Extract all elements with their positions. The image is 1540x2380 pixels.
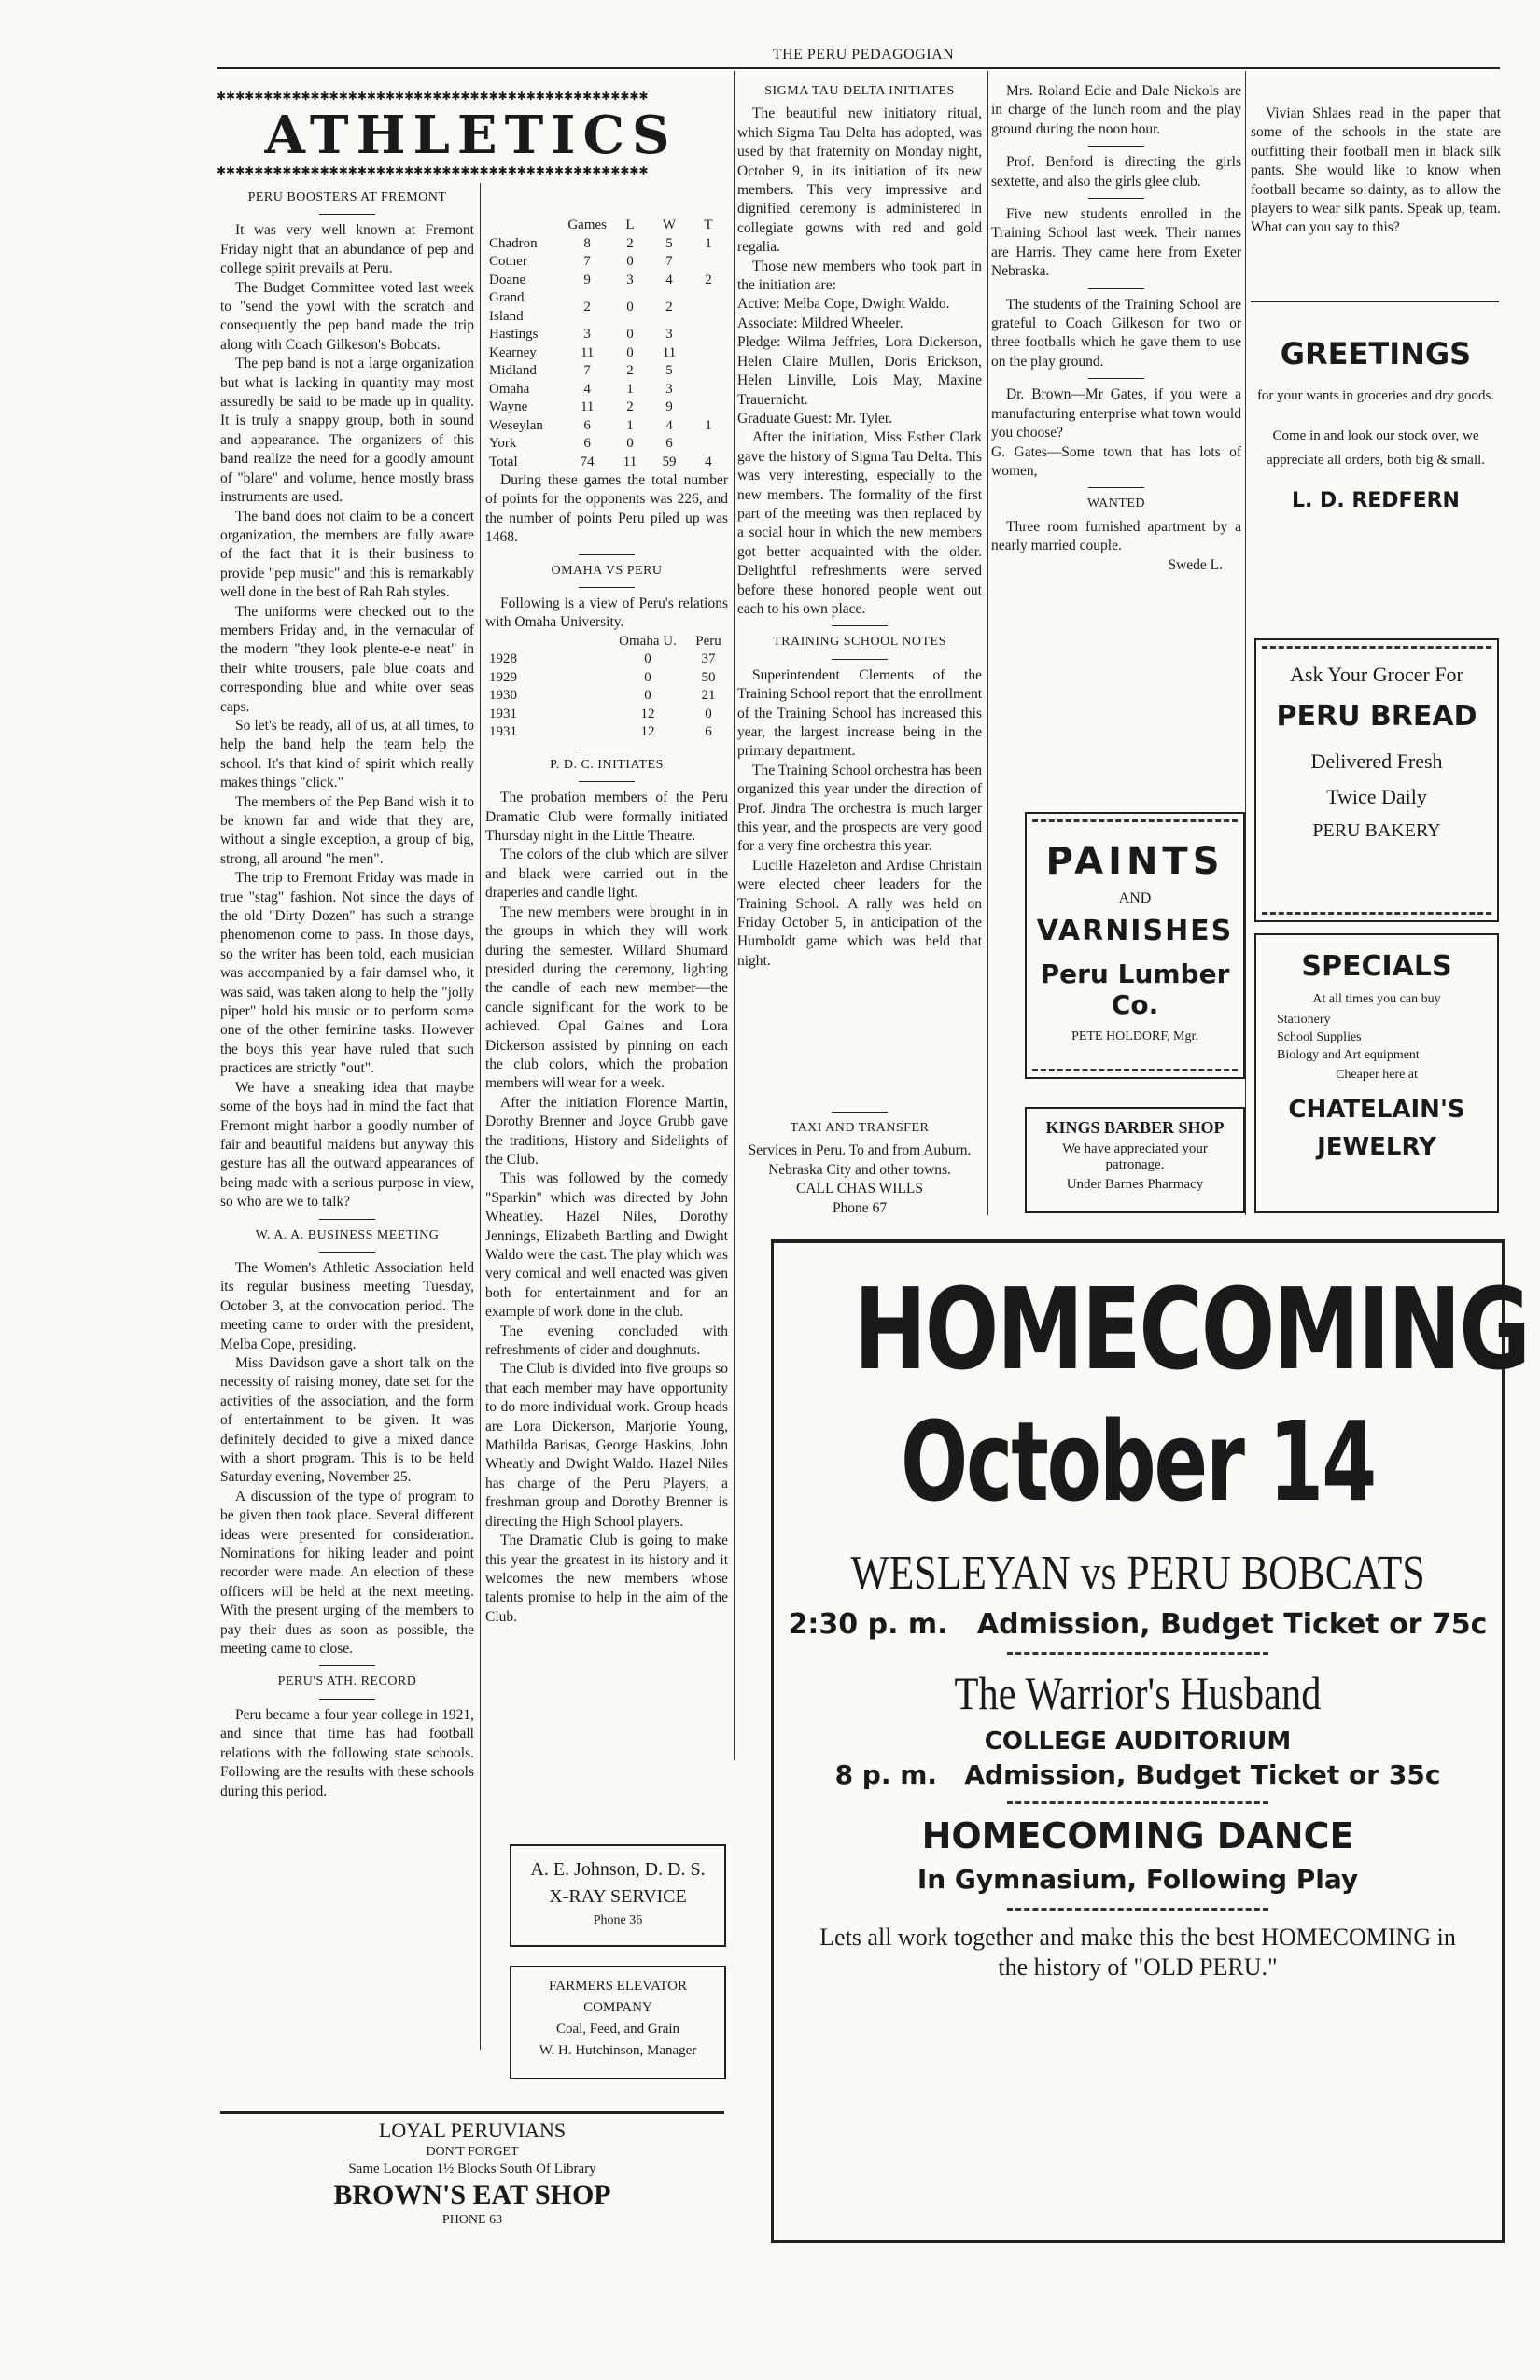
- paragraph: The evening concluded with refreshments of cider and doughnuts.: [485, 1323, 728, 1359]
- taxi-line: Services in Peru. To and from Auburn. Nebraska City and other towns.: [748, 1142, 972, 1178]
- pdc-heading: P. D. C. INITIATES: [550, 757, 664, 772]
- column-1: [220, 183, 474, 1801]
- paragraph: Vivian Shlaes read in the paper that some of the schools in the state are outfitting their football men in black silk pants. She would like to know when football became so dainty, as to allow the players to wear silk pants. Speak up, team. What can you say to this?: [1251, 105, 1501, 236]
- divider: [319, 214, 375, 215]
- boosters-heading: PERU BOOSTERS AT FREMONT: [247, 190, 447, 204]
- paragraph: Prof. Benford is directing the girls sextette, and also the girls glee club.: [991, 154, 1241, 189]
- brown-line: DON'T FORGET: [426, 2145, 519, 2159]
- redfern-body: for your wants in groceries and dry goods.: [1256, 388, 1495, 403]
- specials-title: SPECIALS: [1301, 950, 1452, 983]
- closing-line: the history of "OLD PERU.": [998, 1953, 1278, 1981]
- paints-manager: PETE HOLDORF, Mgr.: [1071, 1029, 1198, 1043]
- table-cell: [689, 362, 728, 381]
- paragraph: The students of the Training School are grateful to Coach Gilkeson for two or three footballs which he gave them to use on the play ground.: [991, 296, 1241, 370]
- brown-name: BROWN'S EAT SHOP: [333, 2179, 611, 2210]
- xray-line: X-RAY SERVICE: [549, 1886, 687, 1907]
- bakery-line: Twice Daily: [1326, 785, 1427, 808]
- table-cell: 8: [583, 235, 591, 251]
- redfern-title: GREETINGS: [1280, 336, 1472, 371]
- table-cell: 1931: [489, 706, 517, 721]
- paragraph: The probation members of the Peru Dramatic Club were formally initiated Thursday night in the Little Theatre.: [485, 790, 728, 845]
- specials-name: CHATELAIN'S: [1288, 1096, 1465, 1124]
- wanted-signature: Swede L.: [1168, 556, 1223, 573]
- table-cell: 2: [626, 399, 634, 414]
- vivian-note: [1251, 105, 1501, 238]
- table-cell: 3: [583, 327, 591, 342]
- table-cell: W: [662, 217, 677, 232]
- divider: [319, 1665, 375, 1666]
- divider: [1088, 378, 1144, 379]
- table-cell: 2: [665, 299, 673, 315]
- table-cell: 0: [626, 254, 634, 269]
- table-cell: 12: [640, 706, 655, 721]
- table-cell: 11: [580, 399, 595, 414]
- paragraph: Mrs. Roland Edie and Dale Nickols are in charge of the lunch room and the play ground during the noon hour.: [991, 83, 1241, 137]
- table-cell: 11: [580, 344, 595, 360]
- paragraph: G. Gates—Some town that has lots of women,: [991, 443, 1241, 479]
- omaha-heading: OMAHA VS PERU: [551, 563, 663, 578]
- specials-item: Biology and Art equipment: [1277, 1048, 1420, 1062]
- table-cell: Wayne: [489, 399, 528, 414]
- table-cell: 1: [705, 417, 712, 433]
- play-time: 8 p. m.: [834, 1759, 938, 1790]
- divider: [319, 1699, 375, 1700]
- ad-border-dash: [1262, 912, 1491, 915]
- play-admission: Admission, Budget Ticket or 35c: [964, 1759, 1441, 1790]
- ad-border-dash: [1262, 646, 1491, 649]
- brown-ad: [220, 2119, 724, 2228]
- specials-item: School Supplies: [1277, 1030, 1362, 1044]
- table-row: [485, 399, 728, 417]
- table-header: [485, 633, 728, 651]
- paragraph: Miss Davidson gave a short talk on the necessity of raising money, date set for the activities of the association, and the form of entertainment to be given. It was definitely decided to give a mixed dance with a short program. This is to be held Saturday evening, November 25.: [220, 1354, 474, 1486]
- table-cell: 0: [626, 299, 634, 315]
- table-cell: 1929: [489, 669, 517, 685]
- divider-dash: [1007, 1652, 1268, 1655]
- column-rule: [987, 71, 988, 1215]
- ad-border-dash: [1032, 1069, 1238, 1071]
- divider: [1088, 487, 1144, 488]
- game-details: [774, 1608, 1502, 1641]
- table-cell: York: [489, 436, 517, 451]
- table-cell: 1: [626, 417, 634, 433]
- paragraph: After the initiation, Miss Esther Clark gave the history of Sigma Tau Delta. This was very interesting, especially to the new members. The formality of the first part of the meeting was then replaced by a social hour in which the new members got better acquainted with the older. Delightful refreshments were served before these honored people went out each to his own place.: [737, 429, 982, 617]
- homecoming-game: WESLEYAN vs PERU BOBCATS: [850, 1547, 1425, 1600]
- table-cell: 0: [626, 327, 634, 342]
- paragraph: The colors of the club which are silver and black were carried out in the draperies and candle light.: [485, 847, 728, 902]
- paragraph: Dr. Brown—Mr Gates, if you were a manufacturing enterprise what town would you choose?: [991, 386, 1241, 441]
- elevator-line: Coal, Feed, and Grain: [555, 2022, 680, 2037]
- divider: [579, 587, 635, 588]
- table-cell: 12: [640, 724, 655, 740]
- barber-line: patronage.: [1105, 1157, 1165, 1172]
- dance-title: HOMECOMING DANCE: [921, 1815, 1354, 1856]
- paragraph: The trip to Fremont Friday was made in true "stag" fashion. Not since the days of the old "Dirty Dozen" has such a strange phenomenon come to pass. In those days, so the writer has been told, each musician was accompanied by a fair damsel who, it was said, was taken along to help the "jolly piper" hold his music or to perform some one of the other feminine tasks. However the boys this year have ruled that such practices are strictly "out".: [220, 870, 474, 1077]
- table-cell: 4: [665, 417, 673, 433]
- table-row: [485, 344, 728, 363]
- paragraph: The uniforms were checked out to the members Friday and, in the vernacular of the modern "they look plente-e-e neat" in their white trousers, pale blue coats and corresponding blue and white over seas caps.: [220, 603, 474, 715]
- training-heading: TRAINING SCHOOL NOTES: [773, 635, 946, 650]
- paragraph: The Dramatic Club is going to make this year the greatest in its history and it welcomes the new members whose talents promise to help in the aim of the Club.: [485, 1533, 728, 1625]
- bakery-name: PERU BAKERY: [1312, 820, 1441, 841]
- redfern-body: Come in and look our stock over, we appreciate all orders, both big & small.: [1266, 428, 1486, 468]
- play-title: The Warrior's Husband: [954, 1667, 1322, 1719]
- table-row: [485, 235, 728, 254]
- table-cell: 7: [583, 363, 591, 378]
- table-cell: 6: [583, 436, 591, 451]
- table-cell: 0: [644, 651, 651, 667]
- table-cell: 7: [583, 254, 591, 269]
- column-rule: [734, 71, 735, 1760]
- column-2: [485, 183, 728, 1627]
- table-cell: Total: [489, 454, 518, 469]
- specials-name: JEWELRY: [1317, 1133, 1436, 1161]
- table-cell: 11: [662, 344, 677, 360]
- paragraph: The band does not claim to be a concert organization, the members are fully aware of the fact that it is their business to provide "pep music" and this is remarkably well done in the best of Rah Rah styles.: [220, 508, 474, 601]
- paragraph: Three room furnished apartment by a nearly married couple.: [991, 518, 1241, 554]
- table-row: [485, 651, 728, 669]
- paints-and: AND: [1118, 890, 1152, 906]
- paragraph: Graduate Guest: Mr. Tyler.: [737, 410, 893, 427]
- divider: [220, 2111, 724, 2114]
- table-cell: Kearney: [489, 344, 537, 360]
- homecoming-ad: [771, 1239, 1529, 2243]
- table-cell: Midland: [489, 363, 537, 378]
- table-cell: 7: [665, 254, 673, 269]
- table-cell: 1931: [489, 724, 517, 740]
- paragraph: The Women's Athletic Association held its regular business meeting Tuesday, October 3, at the convocation period. The meeting came to order with the president, Melba Cope, presiding.: [220, 1259, 474, 1352]
- table-row: [485, 289, 728, 326]
- table-row: [485, 687, 728, 706]
- table-cell: [485, 217, 564, 235]
- bakery-bread: PERU BREAD: [1276, 700, 1477, 733]
- barber-line: Under Barnes Pharmacy: [1066, 1177, 1204, 1192]
- table-row: [485, 362, 728, 381]
- divider: [1088, 198, 1144, 199]
- table-header: [485, 217, 728, 235]
- table-cell: 3: [665, 381, 673, 397]
- divider: [1088, 288, 1144, 289]
- taxi-line: CALL CHAS WILLS: [795, 1181, 924, 1197]
- table-cell: 0: [705, 706, 712, 721]
- wanted-heading: WANTED: [1086, 497, 1146, 511]
- table-cell: [689, 381, 728, 399]
- table-row: [485, 326, 728, 344]
- table-cell: 21: [701, 688, 716, 704]
- table-cell: 4: [665, 272, 673, 287]
- table-cell: 1928: [489, 651, 517, 667]
- table-cell: 9: [583, 272, 591, 287]
- table-cell: Chadron: [489, 235, 538, 251]
- table-cell: 6: [583, 417, 591, 433]
- closing-line: Lets all work together and make this the best HOMECOMING in: [819, 1924, 1456, 1951]
- paragraph: Peru became a four year college in 1921, and since that time has had football relations with the following state schools. Following are the results with these schools during this period.: [220, 1706, 474, 1799]
- table-cell: 1: [626, 381, 634, 397]
- homecoming-date: October 14: [900, 1397, 1376, 1526]
- table-cell: 1930: [489, 688, 517, 704]
- paragraph: The pep band is not a large organization but what is lacking in quantity may most assuredly be said to be made up in quality. It is truly a snappy group, both in sound and appearance. The organizers of this band realize the need for a goodly amount of "blare" and volume, hence mostly brass instruments are used.: [220, 356, 474, 506]
- brown-line: Same Location 1½ Blocks South Of Library: [348, 2162, 596, 2177]
- bakery-ad: [1254, 638, 1499, 922]
- table-cell: [689, 289, 728, 326]
- paragraph: Pledge: Wilma Jeffries, Lora Dickerson, Helen Claire Mullen, Doris Erickson, Helen Linville, Lois May, Maxine Trauernicht.: [737, 334, 982, 408]
- table-cell: 6: [665, 436, 673, 451]
- athletics-title: ATHLETICS: [264, 105, 678, 166]
- paragraph: Active: Melba Cope, Dwight Waldo.: [737, 296, 950, 313]
- brown-line: PHONE 63: [441, 2213, 503, 2227]
- table-cell: 11: [623, 454, 637, 469]
- paragraph: The Club is divided into five groups so that each member may have opportunity to do more individual work. Group heads are Lora Dickerson, Marjorie Young, Mathilda Barisas, George Haskins, John Wheatly and Dwight Waldo. Hazel Niles has charge of the Peru Players, a freshman group and Dorothy Brenner is directing the High School players.: [485, 1361, 728, 1530]
- waa-heading: W. A. A. BUSINESS MEETING: [255, 1227, 440, 1242]
- table-cell: 4: [583, 381, 591, 397]
- divider: [319, 1252, 375, 1253]
- table-row: [485, 272, 728, 290]
- game-admission: Admission, Budget Ticket or 75c: [976, 1608, 1488, 1641]
- record-heading: PERU'S ATH. RECORD: [277, 1674, 417, 1689]
- table-cell: Hastings: [489, 327, 539, 342]
- table-cell: 0: [644, 688, 651, 704]
- divider: [832, 625, 888, 626]
- game-time: 2:30 p. m.: [788, 1608, 948, 1641]
- table-cell: 2: [626, 363, 634, 378]
- elevator-line: FARMERS ELEVATOR: [549, 1979, 687, 1994]
- paragraph: Following is a view of Peru's relations with Omaha University.: [485, 595, 728, 631]
- table-row: [485, 381, 728, 399]
- table-cell: Cotner: [489, 254, 527, 269]
- barber-title: KINGS BARBER SHOP: [1045, 1118, 1225, 1137]
- paragraph: Associate: Mildred Wheeler.: [737, 315, 903, 331]
- divider: [579, 781, 635, 782]
- table-cell: 59: [662, 454, 677, 469]
- elevator-ad: [510, 1966, 726, 2079]
- specials-ad: [1254, 933, 1499, 1213]
- divider: [1088, 146, 1144, 147]
- dance-sub: In Gymnasium, Following Play: [917, 1864, 1359, 1895]
- paragraph: Superintendent Clements of the Training School report that the enrollment of the Training School has increased this year, the largest increase being in the primary department.: [737, 666, 982, 760]
- table-cell: [689, 326, 728, 344]
- table-cell: 0: [626, 344, 634, 360]
- table-cell: 74: [580, 454, 595, 469]
- masthead-rule: [217, 67, 1500, 69]
- homecoming-title: HOMECOMING: [853, 1266, 1529, 1395]
- xray-line: A. E. Johnson, D. D. S.: [530, 1859, 706, 1880]
- brown-line: LOYAL PERUVIANS: [378, 2119, 567, 2142]
- paragraph: After the initiation Florence Martin, Dorothy Brenner and Joyce Grubb gave the traditions, History and Sidelights of the Club.: [485, 1094, 728, 1168]
- divider: [579, 554, 635, 555]
- table-cell: 5: [665, 235, 673, 251]
- specials-sub: At all times you can buy: [1312, 992, 1441, 1006]
- paints-ad: [1025, 812, 1245, 1079]
- table-cell: [689, 253, 728, 272]
- paragraph: A discussion of the type of program to be given then took place. Several different ideas were presented for consideration. Nominations for hiking leader and point recorder were made. An election of these officers will be held at the next meeting. With the present urging of the members to pay their dues as soon as possible, the meeting came to close.: [220, 1488, 474, 1658]
- table-cell: Omaha: [489, 381, 530, 397]
- table-cell: 50: [701, 669, 716, 685]
- paragraph: The Budget Committee voted last week to "send the yowl with the scratch and consequently the pep band made the trip along with Coach Gilkeson's Bobcats.: [220, 279, 474, 353]
- masthead: THE PERU PEDAGOGIAN: [772, 47, 955, 63]
- table-cell: 4: [705, 454, 712, 469]
- athletics-stars-top: ✱✱✱✱✱✱✱✱✱✱✱✱✱✱✱✱✱✱✱✱✱✱✱✱✱✱✱✱✱✱✱✱✱✱✱✱✱✱✱✱✱✱✱✱✱✱: [217, 90, 649, 103]
- column-4: [991, 82, 1241, 575]
- paragraph: We have a sneaking idea that maybe some of the boys had in mind the fact that Fremont might harbor a goodly number of fair and beautiful maidens but anyway this gesture has all the outward appearances of being made with a serious purpose in view, so who are we to talk?: [220, 1079, 474, 1211]
- xray-line: Phone 36: [593, 1913, 643, 1927]
- paragraph: Five new students enrolled in the Training School last week. Their names are Harris. They came here from Exeter Nebraska.: [991, 206, 1241, 280]
- bakery-line: Ask Your Grocer For: [1290, 663, 1463, 686]
- table-cell: Games: [567, 217, 607, 232]
- paragraph: The new members were brought in in the groups in which they will work during the semester. Willard Shumard presided during the ceremony, lighting the candle of each new member—the candle significant for the work to be achieved. Opal Gaines and Lora Dickerson assisted by pinning on each the club colors, which the probation members will wear for a week.: [485, 903, 728, 1092]
- divider-dash: [1007, 1908, 1268, 1911]
- table-cell: 37: [701, 651, 716, 667]
- paragraph: Those new members who took part in the initiation are:: [737, 258, 982, 294]
- table-row: [485, 723, 728, 742]
- table-cell: Peru: [695, 633, 721, 649]
- table-cell: 2: [626, 235, 634, 251]
- record-table: [485, 217, 728, 471]
- omaha-table: [485, 633, 728, 742]
- table-cell: 3: [665, 327, 673, 342]
- specials-item: Stationery: [1277, 1013, 1331, 1027]
- divider: [1251, 301, 1499, 302]
- paragraph: This was followed by the comedy "Sparkin" which was directed by John Wheatley. Hazel Niles, Dorothy Jennings, Elizabeth Bartling and Dwight Waldo were the cast. The play which was very comical and well enacted was given both for entertainment and for an example of work done in the club.: [485, 1170, 728, 1321]
- barber-line: We have appreciated your: [1062, 1141, 1208, 1156]
- table-cell: L: [625, 217, 635, 232]
- table-cell: 1: [705, 235, 712, 251]
- table-cell: [689, 435, 728, 454]
- table-row: [485, 669, 728, 688]
- elevator-line: W. H. Hutchinson, Manager: [539, 2043, 697, 2058]
- table-cell: Grand Island: [489, 290, 525, 324]
- table-cell: 5: [665, 363, 673, 378]
- elevator-line: COMPANY: [583, 2000, 652, 2015]
- column-rule: [1245, 71, 1246, 1215]
- paragraph: So let's be ready, all of us, at all times, to help the band help the team help the school. It's that kind of spirit which really makes things "click.": [220, 717, 474, 791]
- table-cell: 6: [705, 724, 712, 740]
- paints-varnishes: VARNISHES: [1036, 915, 1234, 947]
- play-details: [774, 1759, 1502, 1790]
- specials-cheaper: Cheaper here at: [1336, 1068, 1418, 1082]
- paints-company: Peru Lumber Co.: [1040, 959, 1230, 1020]
- table-cell: [689, 399, 728, 417]
- ad-border-dash: [1032, 819, 1238, 822]
- table-row: [485, 417, 728, 436]
- divider: [832, 1112, 888, 1113]
- paragraph: The members of the Pep Band wish it to be known far and wide that they are, without a single exception, a group of big, strong, all around "he men".: [220, 793, 474, 867]
- column-rule: [480, 183, 481, 2050]
- bakery-line: Delivered Fresh: [1310, 749, 1443, 773]
- table-cell: 2: [583, 299, 591, 315]
- paragraph: Lucille Hazeleton and Ardise Christain were elected cheer leaders for the Training School. A rally was held on Friday October 5, in anticipation of the Humboldt game which was held that night.: [737, 857, 982, 969]
- table-cell: T: [704, 217, 713, 232]
- taxi-line: Phone 67: [832, 1199, 888, 1216]
- paragraph: The Training School orchestra has been organized this year under the direction of Prof. Jindra The orchestra is much larger this year, and the prospects are very good for a very fine orchestra this year.: [737, 762, 982, 855]
- redfern-ad: [1251, 336, 1501, 512]
- taxi-notice: [737, 1105, 982, 1218]
- divider: [319, 1219, 375, 1220]
- table-cell: 0: [626, 436, 634, 451]
- table-cell: Doane: [489, 272, 526, 287]
- table-cell: [689, 344, 728, 363]
- table-cell: 0: [644, 669, 651, 685]
- barber-ad: [1025, 1107, 1245, 1213]
- table-cell: 3: [626, 272, 634, 287]
- paragraph: During these games the total number of points for the opponents was 226, and the number of points Peru piled up was 1468.: [485, 472, 728, 546]
- column-3: [737, 82, 982, 971]
- table-cell: 2: [705, 272, 712, 287]
- taxi-heading: TAXI AND TRANSFER: [790, 1121, 930, 1135]
- xray-ad: [510, 1844, 726, 1947]
- divider: [832, 659, 888, 660]
- table-cell: Weseylan: [489, 417, 543, 433]
- table-cell: Omaha U.: [619, 633, 677, 649]
- sigma-heading: SIGMA TAU DELTA INITIATES: [764, 84, 955, 98]
- paragraph: The beautiful new initiatory ritual, which Sigma Tau Delta has adopted, was used by that fraternity on Monday night, October 9, in its initiation of its new members. This very impressive and dignified ceremony is administered in collegiate gowns with red and gold regalia.: [737, 105, 982, 256]
- table-row: [485, 706, 728, 724]
- paints-title: PAINTS: [1045, 840, 1225, 883]
- play-venue: COLLEGE AUDITORIUM: [984, 1728, 1292, 1756]
- athletics-stars-bottom: ✱✱✱✱✱✱✱✱✱✱✱✱✱✱✱✱✱✱✱✱✱✱✱✱✱✱✱✱✱✱✱✱✱✱✱✱✱✱✱✱✱✱✱✱✱✱: [217, 164, 649, 177]
- table-row-total: [485, 454, 728, 472]
- table-row: [485, 435, 728, 454]
- table-cell: 9: [665, 399, 673, 414]
- divider-dash: [1007, 1801, 1268, 1804]
- table-cell: [485, 633, 607, 651]
- paragraph: It was very well known at Fremont Friday night that an abundance of pep and college spirit prevails at Peru.: [220, 222, 474, 277]
- table-row: [485, 253, 728, 272]
- redfern-name: L. D. REDFERN: [1292, 489, 1460, 512]
